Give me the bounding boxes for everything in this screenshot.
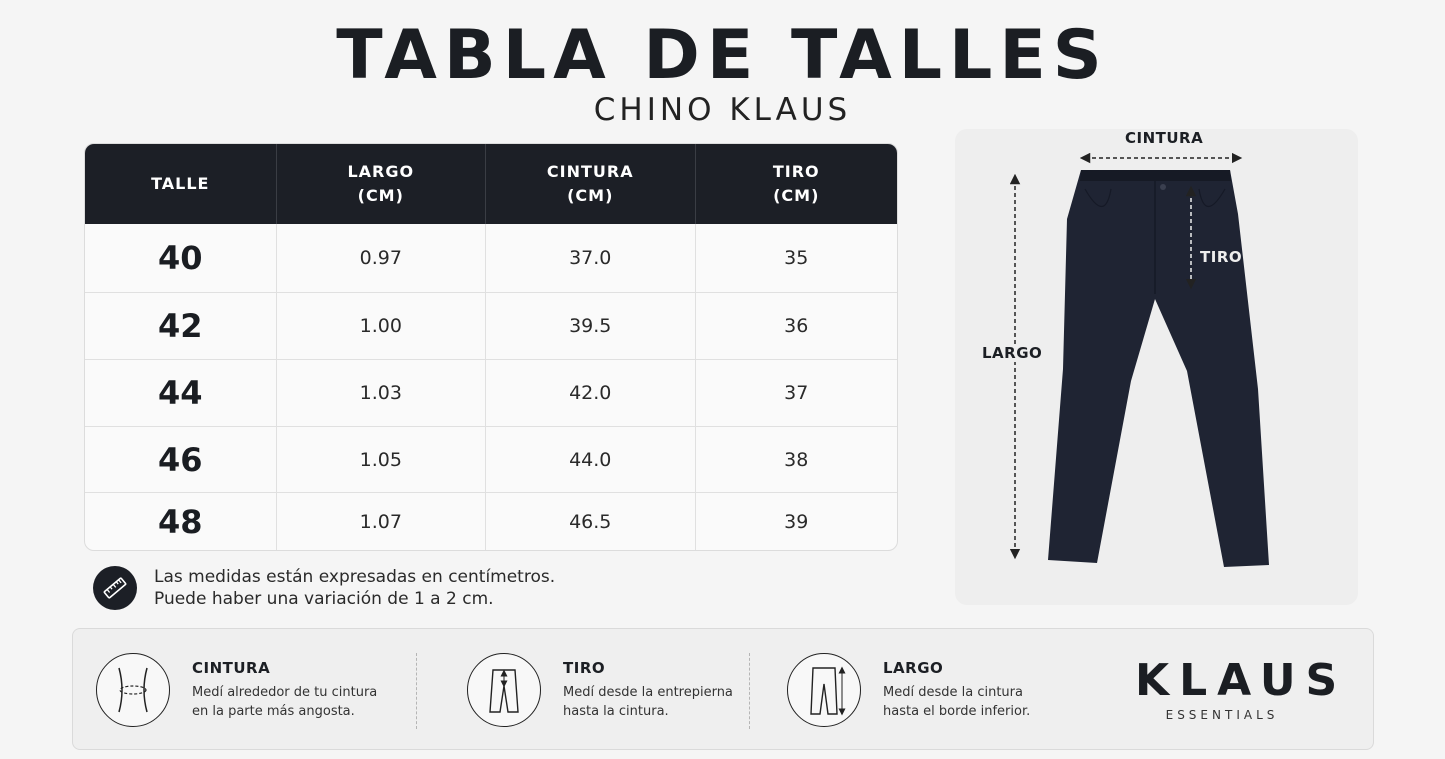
ruler-icon	[93, 566, 137, 610]
measurement-note	[93, 566, 555, 610]
guide-desc: Medí alrededor de tu cintura en la parte más angosta.	[192, 685, 378, 719]
length-icon	[787, 653, 861, 727]
waist-icon	[96, 653, 170, 727]
note-text: Las medidas están expresadas en centímetros. Puede haber una variación de 1 a 2 cm.	[154, 567, 556, 609]
column-header-cintura: CINTURA (CM)	[486, 144, 695, 224]
guide-item-cintura	[96, 629, 377, 751]
largo-cell: 1.00	[277, 293, 486, 359]
largo-cell: 1.05	[277, 427, 486, 492]
cintura-cell: 44.0	[486, 427, 695, 492]
size-cell: 44	[85, 360, 277, 426]
table-row	[85, 224, 897, 292]
table-row	[85, 426, 897, 492]
guide-item-largo	[787, 629, 1030, 751]
size-table	[84, 143, 898, 551]
guide-item-tiro	[467, 629, 733, 751]
page-title: TABLA DE TALLES	[336, 16, 1109, 95]
largo-cell: 1.07	[277, 493, 486, 550]
rise-icon	[467, 653, 541, 727]
largo-cell: 1.03	[277, 360, 486, 426]
column-header-tiro: TIRO (CM)	[772, 162, 820, 205]
tiro-cell: 37	[784, 382, 809, 404]
guide-title: TIRO	[563, 659, 606, 677]
brand-name: KLAUS	[1135, 655, 1348, 706]
brand-tagline: ESSENTIALS	[1165, 708, 1279, 722]
page-subtitle: CHINO KLAUS	[593, 92, 852, 128]
guide-title: LARGO	[883, 659, 944, 677]
column-header-largo: LARGO (CM)	[277, 144, 486, 224]
table-row	[85, 492, 897, 550]
tiro-cell: 35	[784, 247, 809, 269]
size-cell: 48	[85, 493, 277, 550]
size-cell: 46	[85, 427, 277, 492]
size-cell: 42	[85, 293, 277, 359]
cintura-cell: 46.5	[486, 493, 695, 550]
size-cell: 40	[85, 224, 277, 292]
table-row	[85, 292, 897, 359]
guide-desc: Medí desde la cintura hasta el borde inferior.	[883, 685, 1031, 719]
column-header-talle: TALLE	[85, 144, 277, 224]
cintura-cell: 37.0	[486, 224, 695, 292]
largo-label: LARGO	[982, 344, 1043, 362]
table-header	[85, 144, 897, 224]
pants-diagram	[955, 129, 1358, 605]
guide-desc: Medí desde la entrepierna hasta la cintura.	[563, 685, 733, 719]
tiro-cell: 39	[784, 510, 809, 533]
cintura-cell: 42.0	[486, 360, 695, 426]
tiro-cell: 38	[784, 448, 809, 471]
table-body	[85, 224, 897, 550]
largo-cell: 0.97	[277, 224, 486, 292]
table-row	[85, 359, 897, 426]
tiro-cell: 36	[784, 315, 809, 337]
pants-illustration	[955, 129, 1358, 605]
tiro-label: TIRO	[1200, 248, 1243, 266]
cintura-cell: 39.5	[486, 293, 695, 359]
divider	[416, 653, 417, 729]
brand-logo	[1125, 655, 1348, 722]
divider	[749, 653, 750, 729]
cintura-label: CINTURA	[1125, 129, 1204, 147]
guide-title: CINTURA	[192, 659, 271, 677]
